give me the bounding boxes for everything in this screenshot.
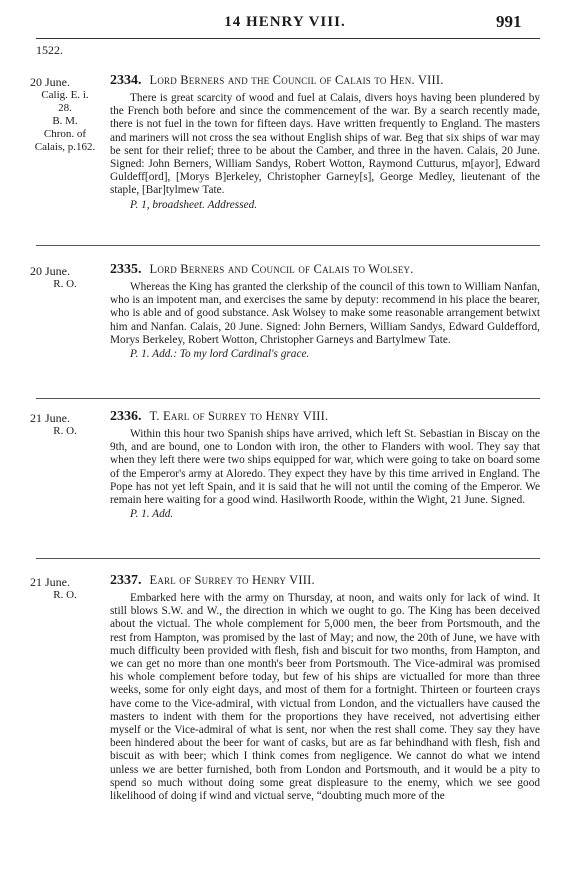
entry-2336-body xyxy=(110,428,540,521)
entry-2337-margin xyxy=(30,576,100,602)
entry-2337-body xyxy=(110,592,540,803)
entry-number: 2337. xyxy=(110,573,142,588)
margin-date: 20 June. xyxy=(30,75,70,89)
running-title: 14 HENRY VIII. xyxy=(224,14,346,30)
entry-text: Whereas the King has granted the clerkship of the council of this town to William Nanfan, who is an impotent man, and exercises the same by deputy: recommend in his place the bearer, who is able and of good substance. Ask Wolsey to make some reasonable arrangement betwixt him and Nanfan. Calais, 20 June. Signed: John Berners, William Sandys, Edward Guldefford, Morys Berkeley, Robert Wotton, Christopher Garneys and Bartylmew Tate. xyxy=(110,281,540,346)
entry-2335-margin xyxy=(30,265,100,291)
entry-2334-body xyxy=(110,92,540,212)
margin-date: 21 June. xyxy=(30,575,70,589)
entry-2334-heading xyxy=(110,73,540,88)
margin-ref: Calais, p.162. xyxy=(34,141,96,153)
margin-ref: R. O. xyxy=(53,589,77,601)
entry-text: Embarked here with the army on Thursday, at noon, and waits only for lack of wind. It still blows S.W. and W., the direction in which we ought to go. The King has been deceived about the victual. The whole complement for 5,000 men, the beer from Portsmouth, and the rest from Hampton, was promised by the last of May; and now, the 20th of June, we have with much difficulty been provided with flesh, fish and biscuit for two months, from Hampton, and we can get no more than one month's beer from Portsmouth. The Vice-admiral was promised his whole complement before today, but few of his ships are victualled for more than three weeks, some for only eight days, and most of them for a fortnight. Thirteen or fourteen crays have come to the Vice-admiral, with victual from London, and the victuallers have caused the masters to indent with them for the proportions they have received, not advertising either myself or the Vice-admiral of what is sent, nor when the rest shall come. They say they have been hindered about the beer for want of casks, but are as far behindhand with flesh, fish and biscuit as with beer; which I think comes from negligence. We cannot do what we intend unless we are better furnished, both from London and Portsmouth, and it would be a pity to spend so much without doing some great displeasure to the enemy, which we see good likelihood of doing if wind and victual serve, “doubting much more of the xyxy=(110,592,540,803)
margin-ref: Chron. of xyxy=(43,128,87,140)
page-number: 991 xyxy=(496,12,522,31)
entry-note: P. 1, broadsheet. Addressed. xyxy=(130,198,258,211)
entry-number: 2334. xyxy=(110,73,142,88)
entry-separator xyxy=(36,558,540,559)
entry-title: Lord Berners and Council of Calais to Wolsey. xyxy=(149,262,414,276)
entry-title: Earl of Surrey to Henry VIII. xyxy=(149,573,315,587)
year-label: 1522. xyxy=(36,43,63,57)
header-rule xyxy=(36,38,540,39)
entry-title: Lord Berners and the Council of Calais to Hen. VIII. xyxy=(149,73,444,87)
entry-2336-heading xyxy=(110,409,540,424)
margin-ref: B. M. xyxy=(52,115,78,127)
entry-2335-body xyxy=(110,281,540,361)
entry-title: T. Earl of Surrey to Henry VIII. xyxy=(149,409,329,423)
running-header xyxy=(0,10,567,36)
entry-note: P. 1. Add.: To my lord Cardinal's grace. xyxy=(130,348,310,361)
entry-separator xyxy=(36,245,540,246)
entry-2335-heading xyxy=(110,262,540,277)
margin-ref: R. O. xyxy=(53,425,77,437)
entry-text: Within this hour two Spanish ships have arrived, which left St. Sebastian in Biscay on the 9th, and are bound, one to London with iron, the other to Flanders with wool. They say that when they left there were two ships equipped for war, which were going to take on board some of the Emperor's army at Aloredo. They expect they have by this time arrived in England. The Pope has not yet left Spain, and it is said that he will not until the coming of the Emperor. We remain here waiting for a good wind. Hasilworth Roode, within the Wight, 21 June. Signed. xyxy=(110,428,540,507)
entry-2337-heading xyxy=(110,573,540,588)
margin-date: 20 June. xyxy=(30,264,70,278)
entry-number: 2335. xyxy=(110,262,142,277)
entry-2334-margin xyxy=(30,76,100,154)
entry-2336-margin xyxy=(30,412,100,438)
margin-ref: 28. xyxy=(58,102,72,114)
entry-note: P. 1. Add. xyxy=(130,508,174,521)
entry-text: There is great scarcity of wood and fuel at Calais, divers hoys having been plundered by the French both before and since the commencement of the war. By a search recently made, there is not fuel in the town for fifteen days. Have written frequently to England. The masters and mariners will not cross the sea without English ships of war. Beg that six ships of war may be sent for their relief; three to be about the Camber, and three in the haven. Calais, 20 June. Signed: John Berners, William Sandys, Robert Wotton, Raymond Cutturus, m[ayor], Edward Guldeff[ord], [Morys B]erkeley, Christopher Garney[s], George Medley, lieutenant of the staple, [Bar]tylmew Tate. xyxy=(110,92,540,197)
margin-ref: R. O. xyxy=(53,278,77,290)
margin-ref: Calig. E. i. xyxy=(41,89,89,101)
entry-separator xyxy=(36,398,540,399)
entry-number: 2336. xyxy=(110,409,142,424)
margin-date: 21 June. xyxy=(30,411,70,425)
